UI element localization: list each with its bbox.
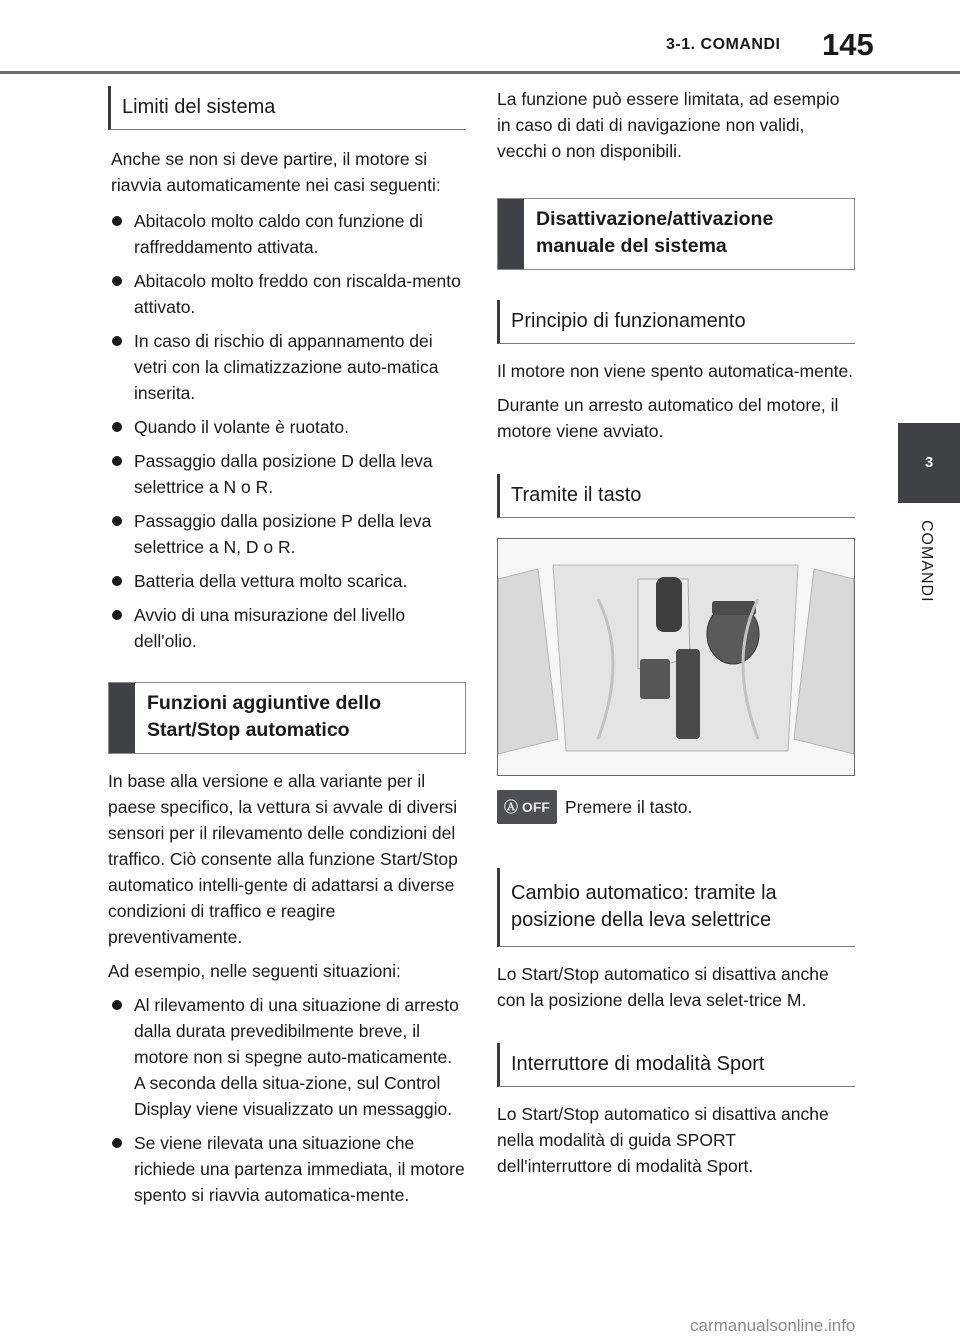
- page-number: 145: [822, 27, 874, 62]
- functions-heading-box: [108, 682, 466, 754]
- principle-heading: Principio di funzionamento: [497, 300, 855, 344]
- header-divider: [0, 71, 960, 74]
- button-instruction: Premere il tasto.: [565, 796, 693, 817]
- functions-paragraph: In base alla versione e alla variante per il paese specifico, la vettura si avvale di diversi sensori per il rilevamento delle condizioni del traffico. Ciò consente alla funzione Start/Stop automatico intelli-gente di adattarsi a diverse condizioni di traffico e reagire preventivamente.: [108, 771, 458, 947]
- manual-heading-box: [497, 198, 855, 270]
- chapter-side-label: COMANDI: [918, 520, 935, 603]
- list-item: Passaggio dalla posizione D della leva selettrice a N o R.: [108, 448, 466, 500]
- list-item: Passaggio dalla posizione P della leva selettrice a N, D o R.: [108, 508, 466, 560]
- principle-paragraph-1: Il motore non viene spento automatica-mente.: [497, 361, 854, 381]
- gear-paragraph: Lo Start/Stop automatico si disattiva anche con la posizione della leva selet-trice M.: [497, 964, 829, 1010]
- button-instruction-row: [497, 790, 855, 824]
- chapter-tab: 3: [898, 423, 960, 503]
- heading-bar: [498, 199, 524, 269]
- list-item: Avvio di una misurazione del livello dell'olio.: [108, 602, 466, 654]
- list-item: In caso di rischio di appannamento dei vetri con la climatizzazione auto-matica inserita.: [108, 328, 466, 406]
- list-item: Abitacolo molto caldo con funzione di raffreddamento attivata.: [108, 208, 466, 260]
- list-item: Abitacolo molto freddo con riscalda-mento attivato.: [108, 268, 466, 320]
- list-item: Batteria della vettura molto scarica.: [108, 568, 466, 594]
- limits-heading: Limiti del sistema: [108, 86, 466, 130]
- gear-heading: Cambio automatico: tramite la posizione della leva selettrice: [497, 868, 855, 947]
- heading-bar: [109, 683, 135, 753]
- right-column: [497, 86, 855, 1187]
- auto-start-stop-off-icon: Ⓐ OFF: [497, 790, 557, 824]
- intro-paragraph: La funzione può essere limitata, ad esempio in caso di dati di navigazione non validi, vecchi o non disponibili.: [497, 89, 840, 161]
- functions-heading: Funzioni aggiuntive dello Start/Stop automatico: [147, 692, 381, 741]
- left-column: [108, 86, 466, 1216]
- functions-example: Ad esempio, nelle seguenti situazioni:: [108, 961, 401, 981]
- functions-list: [108, 992, 466, 1208]
- list-item: Al rilevamento di una situazione di arresto dalla durata prevedibilmente breve, il motore non si spegne auto-maticamente. A seconda della situa-zione, sul Control Display viene visualizzato un messaggio.: [108, 992, 466, 1122]
- limits-intro: Anche se non si deve partire, il motore si riavvia automaticamente nei casi seguenti:: [111, 149, 441, 195]
- principle-paragraph-2: Durante un arresto automatico del motore, il motore viene avviato.: [497, 395, 839, 441]
- manual-heading: Disattivazione/attivazione manuale del sistema: [536, 208, 774, 257]
- section-title: 3-1. COMANDI: [666, 36, 781, 53]
- button-heading: Tramite il tasto: [497, 474, 855, 518]
- list-item: Se viene rilevata una situazione che richiede una partenza immediata, il motore spento si riavvia automatica-mente.: [108, 1130, 466, 1208]
- watermark: carmanualsonline.info: [690, 1316, 856, 1335]
- list-item: Quando il volante è ruotato.: [108, 414, 466, 440]
- center-console-illustration: [497, 538, 855, 776]
- sport-heading: Interruttore di modalità Sport: [497, 1043, 855, 1087]
- limits-list: [108, 208, 466, 654]
- sport-paragraph: Lo Start/Stop automatico si disattiva anche nella modalità di guida SPORT dell'interruttore di modalità Sport.: [497, 1104, 829, 1176]
- console-drawing: [498, 539, 854, 775]
